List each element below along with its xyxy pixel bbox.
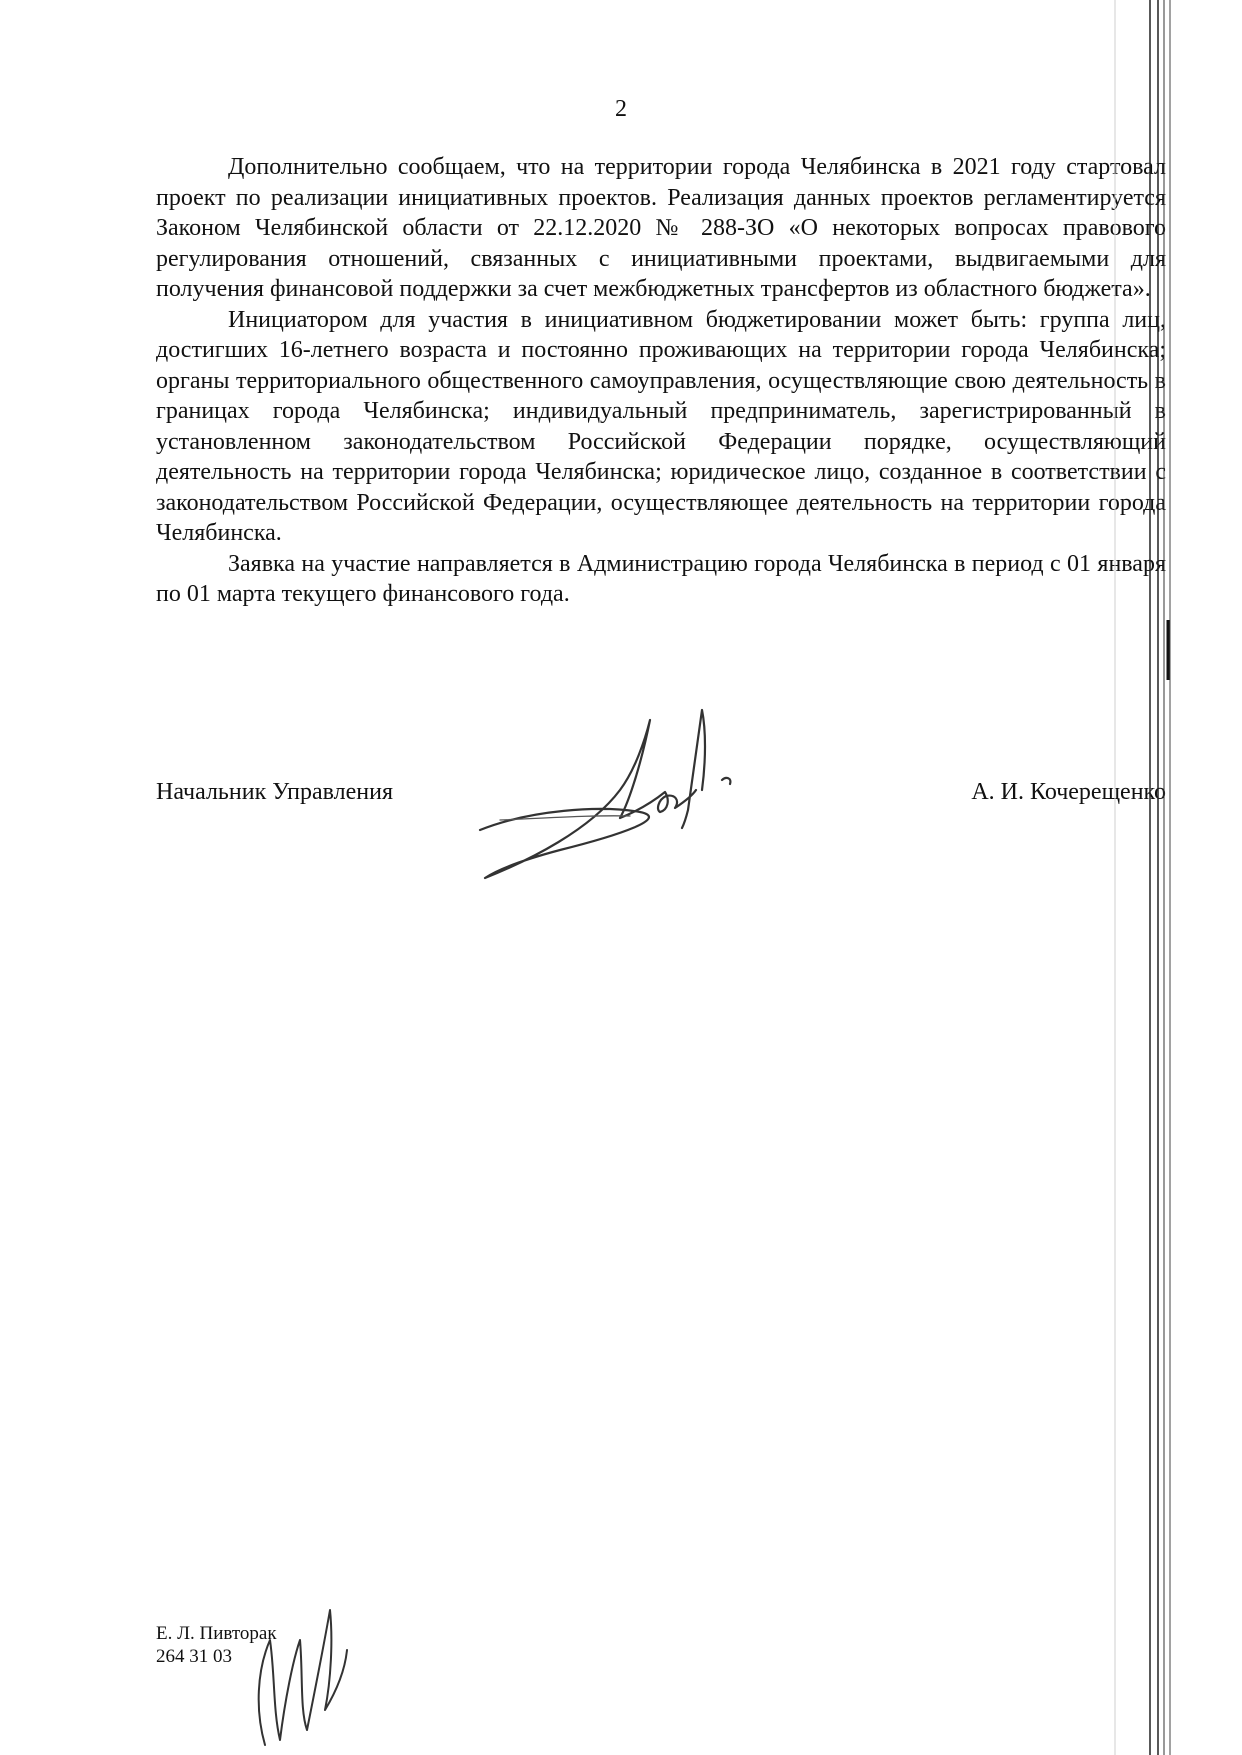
- paragraph-application-period: Заявка на участие направляется в Администрацию города Челябинска в период с 01 января по 01 марта текущего финансового года.: [156, 550, 1166, 607]
- executor-handwritten-initials: [245, 1580, 355, 1750]
- paragraph-initiative-projects: Дополнительно сообщаем, что на территории города Челябинска в 2021 году стартовал проект по реализации инициативных проектов. Реализация данных проектов регламентируется Законом Челябинской области от 22.12.2020 № 288-ЗО «О некоторых вопросах правового регулирования отношений, связанных с инициативными проектами, выдвигаемыми для получения финансовой поддержки за счет межбюджетных трансфертов из областного бюджета».: [156, 154, 1166, 302]
- signatory-position: Начальник Управления: [156, 779, 393, 805]
- executor-phone: 264 31 03: [156, 1646, 232, 1667]
- signature-block: [156, 777, 1166, 811]
- page-number: 2: [615, 96, 627, 122]
- signatory-name: А. И. Кочерещенко: [971, 779, 1166, 805]
- executor-name: Е. Л. Пивторак: [156, 1623, 277, 1644]
- paragraph-initiators: Инициатором для участия в инициативном бюджетировании может быть: группа лиц, достигших 16-летнего возраста и постоянно проживающих на территории города Челябинска; органы территориального общественного самоуправления, осуществляющие свою деятельность в границах города Челябинска; индивидуальный предприниматель, зарегистрированный в установленном законодательством Российской Федерации порядке, осуществляющий деятельность на территории города Челябинска; юридическое лицо, созданное в соответствии с законодательством Российской Федерации, осуществляющее деятельность на территории города Челябинска.: [156, 306, 1166, 546]
- scan-edge-artifact: [1112, 0, 1242, 1755]
- letter-body: [156, 152, 1166, 610]
